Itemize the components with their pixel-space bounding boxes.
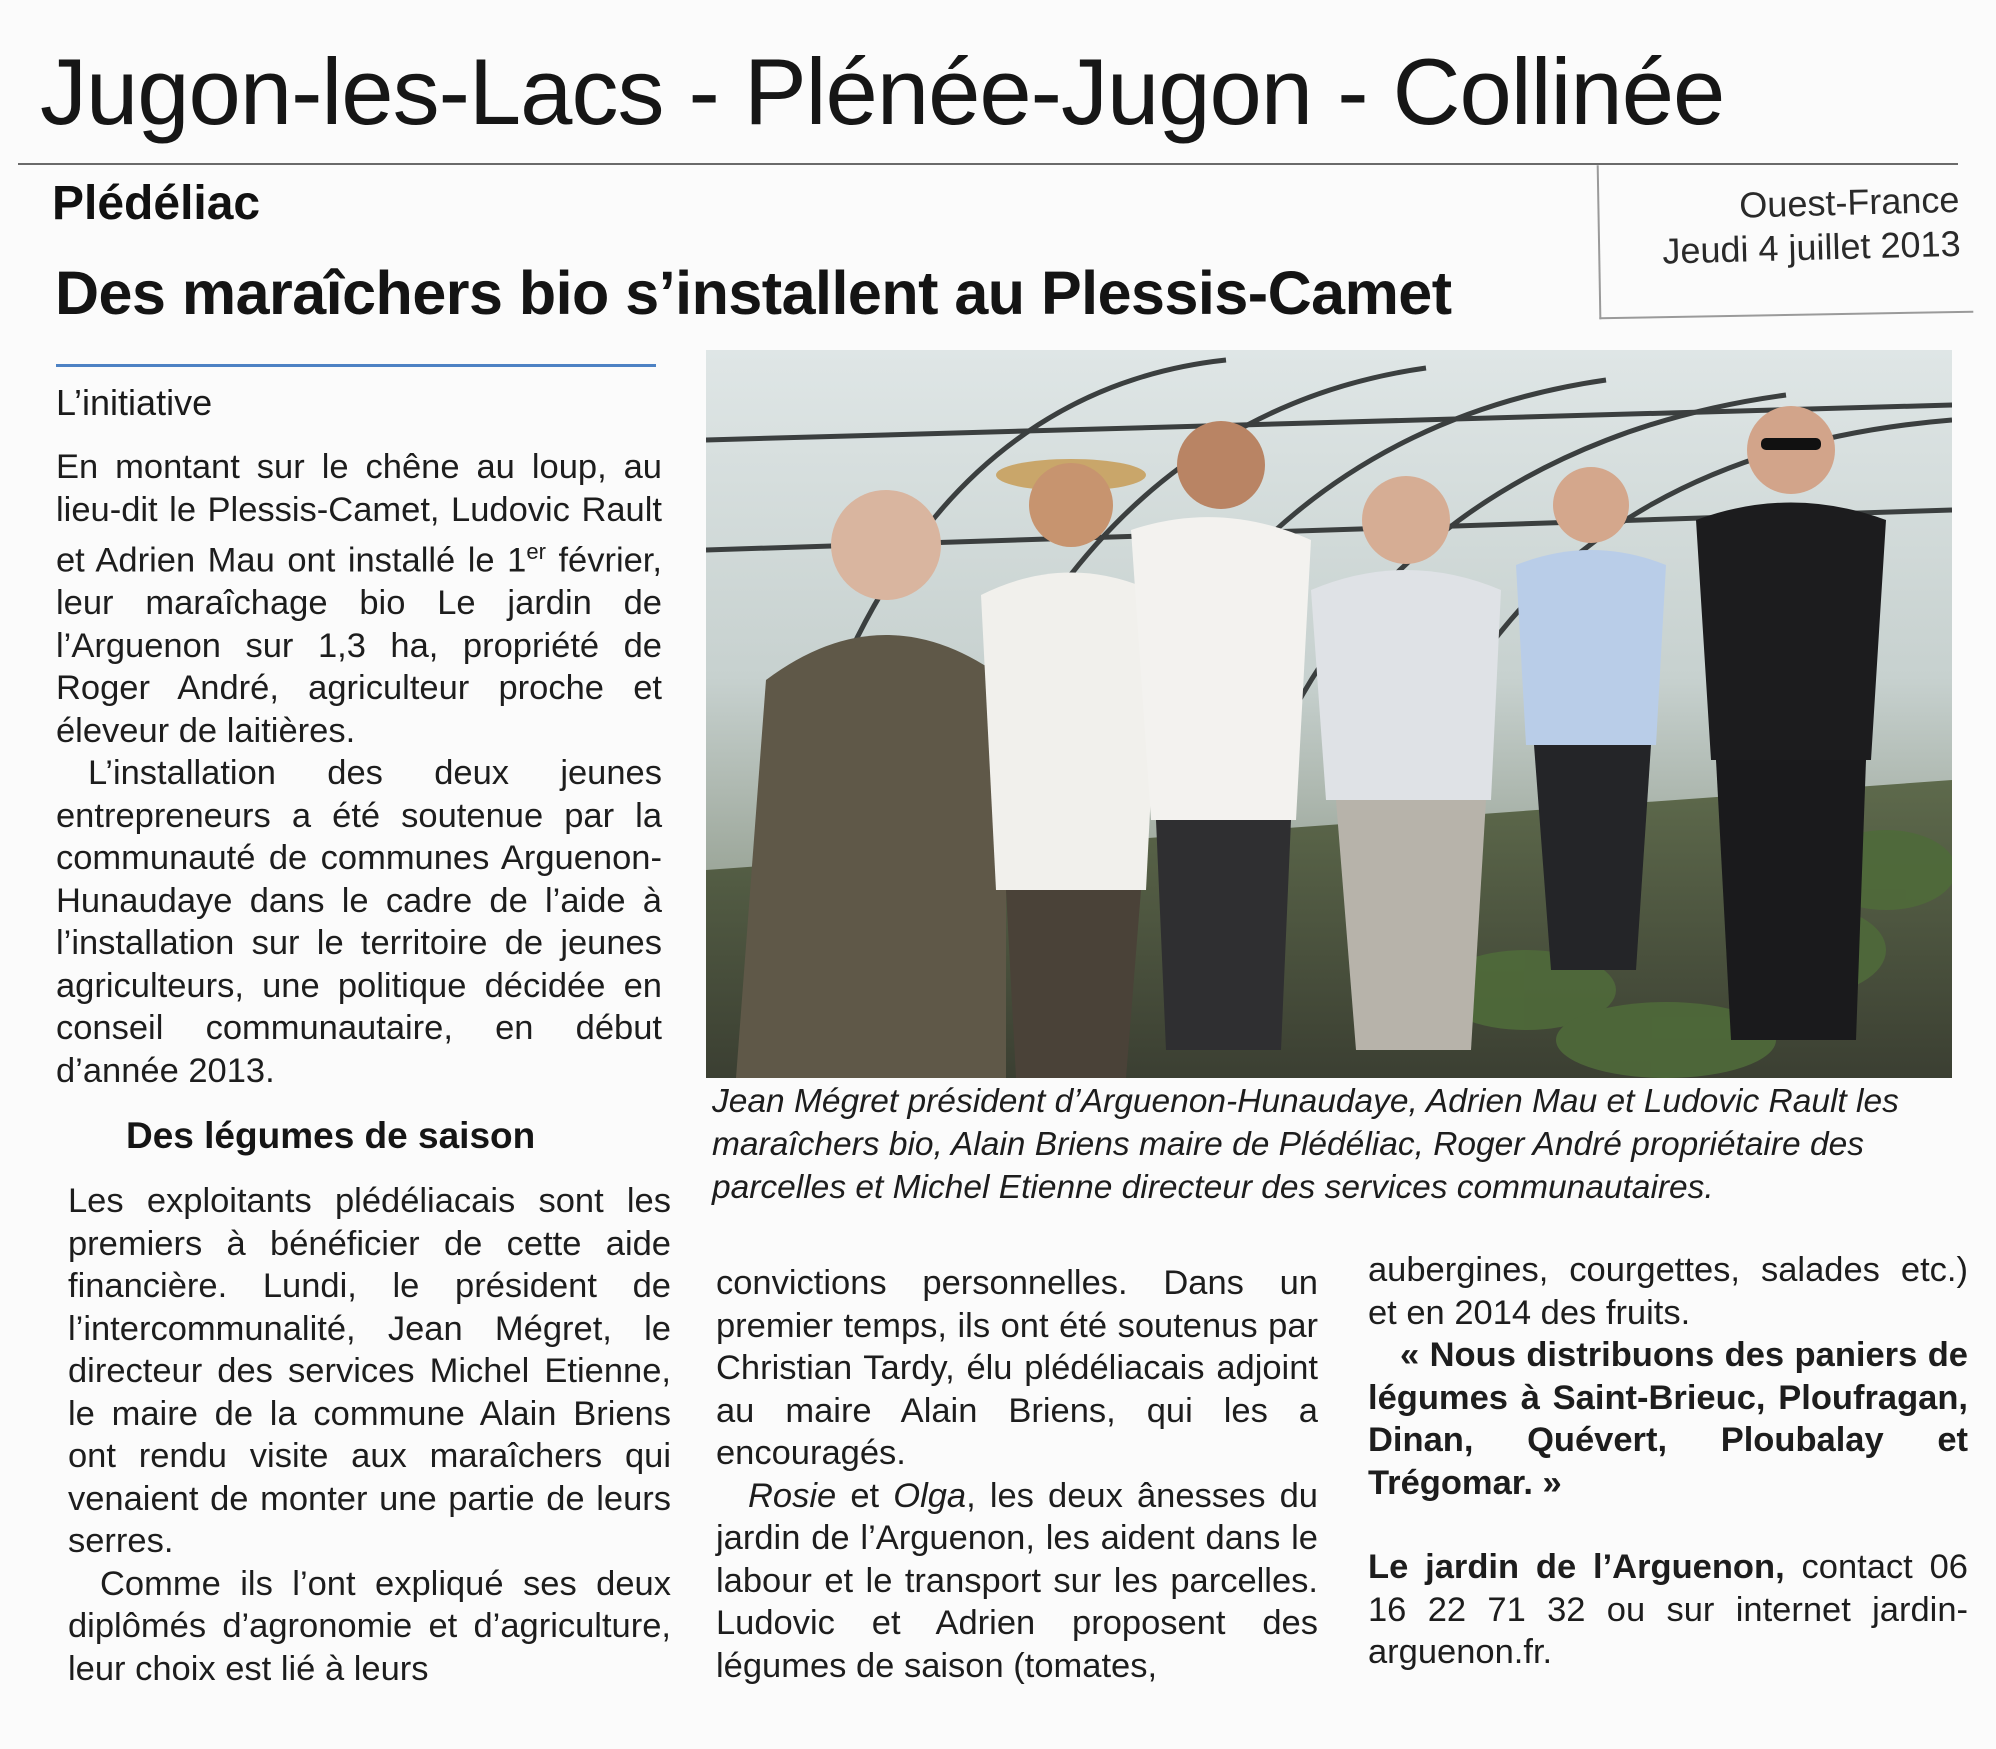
paragraph-3: Les exploitants plédéliacais sont les premiers à bénéficier de cette aide financière. Lundi, le président de l’intercommunalité, Jean Mégret, le directeur des services Michel Etienne, le maire de la commune Alain Briens ont rendu visite aux maraîchers qui venaient de monter une partie de leurs serres. bbox=[68, 1182, 671, 1560]
locality-title: Plédéliac bbox=[52, 177, 261, 230]
paragraph-2: L’installation des deux jeunes entrepreneurs a été soutenue par la communauté de communes Arguenon-Hunaudaye dans le cadre de l’aide à l’installation sur le territoire de jeunes agriculteurs, une politique décidée en conseil communautaire, en début d’année 2013. bbox=[56, 754, 662, 1090]
dateline bbox=[1639, 178, 1961, 274]
column-1-lower bbox=[68, 1180, 671, 1690]
column-3 bbox=[1368, 1249, 1968, 1674]
contact-line: Le jardin de l’Arguenon, contact 06 16 22 71 32 ou sur internet jardin-arguenon.fr. bbox=[1368, 1548, 1968, 1671]
pull-quote: « Nous distribuons des paniers de légumes à Saint-Brieuc, Ploufragan, Dinan, Quévert, Ploubalay et Trégomar. » bbox=[1368, 1336, 1968, 1502]
column-1 bbox=[56, 446, 662, 1092]
kicker: L’initiative bbox=[56, 382, 213, 423]
dateline-date: Jeudi 4 juillet 2013 bbox=[1661, 222, 1962, 272]
dateline-paper: Ouest-France bbox=[1738, 178, 1960, 226]
column-2 bbox=[716, 1262, 1318, 1687]
paragraph-7: aubergines, courgettes, salades etc.) et en 2014 des fruits. bbox=[1368, 1251, 1968, 1332]
paragraph-5: convictions personnelles. Dans un premier temps, ils ont été soutenus par Christian Tardy, élu plédéliacais adjoint au maire Alain Briens, qui les a encouragés. bbox=[716, 1264, 1318, 1472]
article-headline: Des maraîchers bio s’installent au Plessis-Camet bbox=[55, 259, 1452, 327]
page-banner: Jugon-les-Lacs - Plénée-Jugon - Collinée bbox=[40, 39, 1725, 144]
paragraph-6: Rosie et Olga, les deux ânesses du jardin de l’Arguenon, les aident dans le labour et le transport sur les parcelles. Ludovic et Adrien proposent des légumes de saison (tomates, bbox=[716, 1476, 1318, 1685]
paragraph-1: En montant sur le chêne au loup, au lieu-dit le Plessis-Camet, Ludovic Rault et Adrien Mau ont installé le 1er février, leur maraîchage bio Le jardin de l’Arguenon sur 1,3 ha, propriété de Roger André, agriculteur proche et éleveur de laitières. bbox=[56, 448, 662, 750]
paragraph-4: Comme ils l’ont expliqué ses deux diplômés d’agronomie et d’agriculture, leur choix est lié à leurs bbox=[68, 1564, 671, 1688]
kicker-rule bbox=[56, 364, 656, 367]
article-photo bbox=[706, 350, 1952, 1078]
subheading: Des légumes de saison bbox=[126, 1115, 536, 1156]
photo-caption: Jean Mégret président d’Arguenon-Hunaudaye, Adrien Mau et Ludovic Rault les maraîchers bio, Alain Briens maire de Plédéliac, Roger André propriétaire des parcelles et Michel Etienne directeur des services communautaires. bbox=[712, 1083, 1899, 1206]
